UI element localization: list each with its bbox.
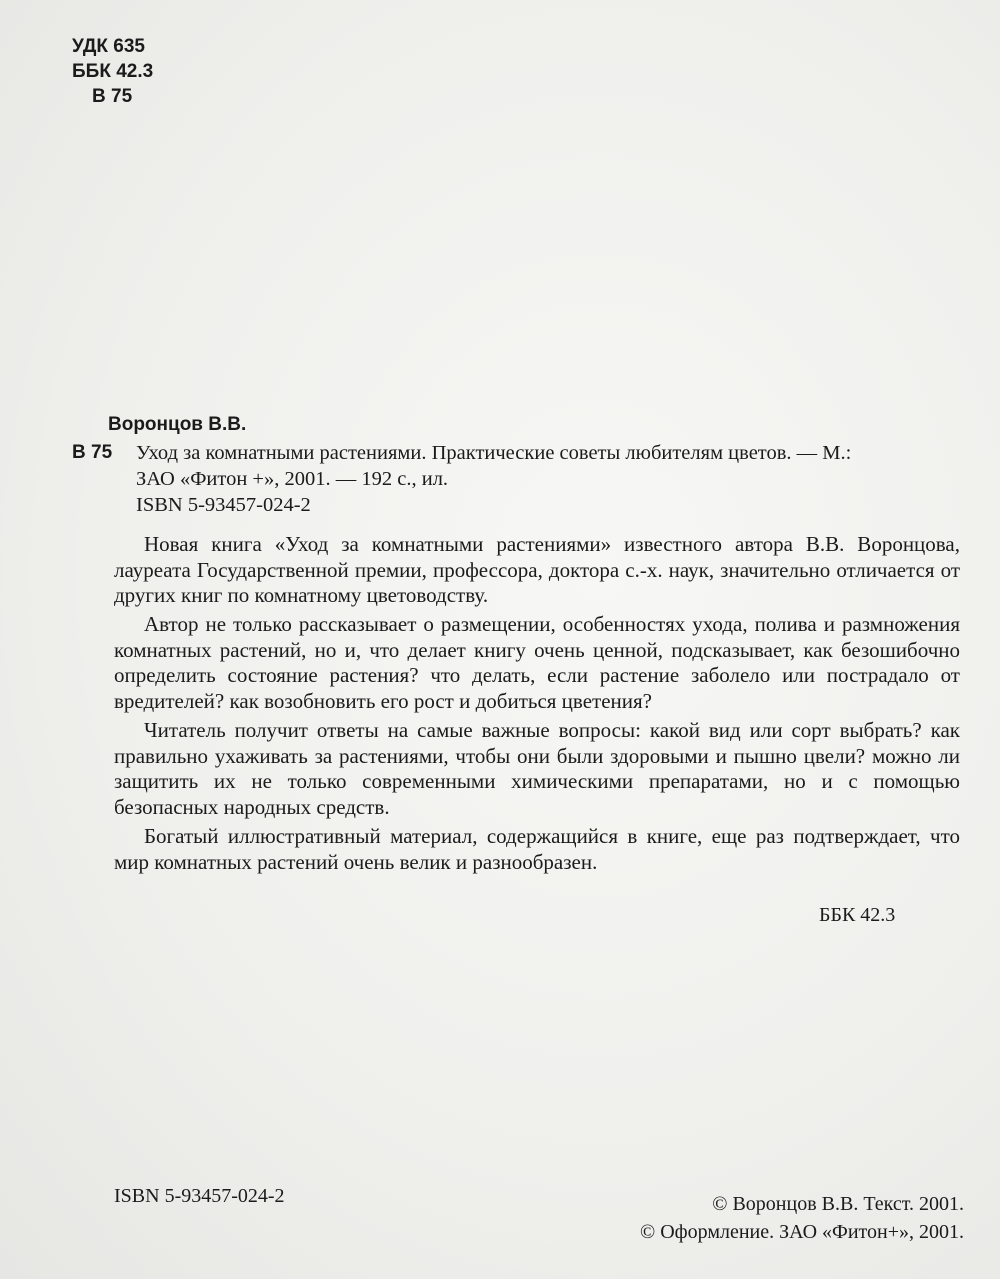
annotation xyxy=(114,532,960,879)
annotation-paragraph: Богатый иллюстративный материал, содержащийся в книге, еще раз подтверждает, что мир комнатных растений очень велик и разнообразен. xyxy=(114,824,960,874)
record-title-line-2: ЗАО «Фитон +», 2001. — 192 с., ил. xyxy=(136,468,449,490)
record-title-line-1: Уход за комнатными растениями. Практические советы любителям цветов. — М.: xyxy=(136,442,852,464)
record-body xyxy=(72,440,962,518)
copyright-block xyxy=(640,1190,964,1246)
copyright-design: © Оформление. ЗАО «Фитон+», 2001. xyxy=(640,1221,964,1243)
record-isbn: ISBN 5-93457-024-2 xyxy=(136,494,311,516)
annotation-paragraph: Автор не только рассказывает о размещении, особенностях ухода, полива и размножения комнатных растений, но и, что делает книгу очень ценной, подсказывает, как безошибочно определить состояние растения? что делать, если растение заболело или пострадало от вредителей? как возобновить его рост и добиться цветения? xyxy=(114,612,960,714)
bbk-index-right: ББК 42.3 xyxy=(819,904,896,926)
record-author: Воронцов В.В. xyxy=(108,414,247,435)
bbk-index: ББК 42.3 xyxy=(72,61,154,82)
udk-index: УДК 635 xyxy=(72,36,145,57)
bibliographic-record xyxy=(72,410,962,518)
isbn-bottom: ISBN 5-93457-024-2 xyxy=(114,1185,285,1207)
annotation-paragraph: Читатель получит ответы на самые важные вопросы: какой вид или сорт выбрать? как правильно ухаживать за растениями, чтобы они были здоровыми и пышно цвели? можно ли защитить их не только современными химическими препаратами, но и с помощью безопасных народных средств. xyxy=(114,718,960,819)
record-code: В 75 xyxy=(72,442,113,463)
copyright-text: © Воронцов В.В. Текст. 2001. xyxy=(712,1193,964,1215)
author-sign-code: В 75 xyxy=(92,86,133,107)
classification-block xyxy=(72,34,153,109)
annotation-paragraph: Новая книга «Уход за комнатными растениями» известного автора В.В. Воронцова, лауреата Государственной премии, профессора, доктора с.-х. наук, значительно отличается от других книг по комнатному цветоводству. xyxy=(114,532,960,608)
